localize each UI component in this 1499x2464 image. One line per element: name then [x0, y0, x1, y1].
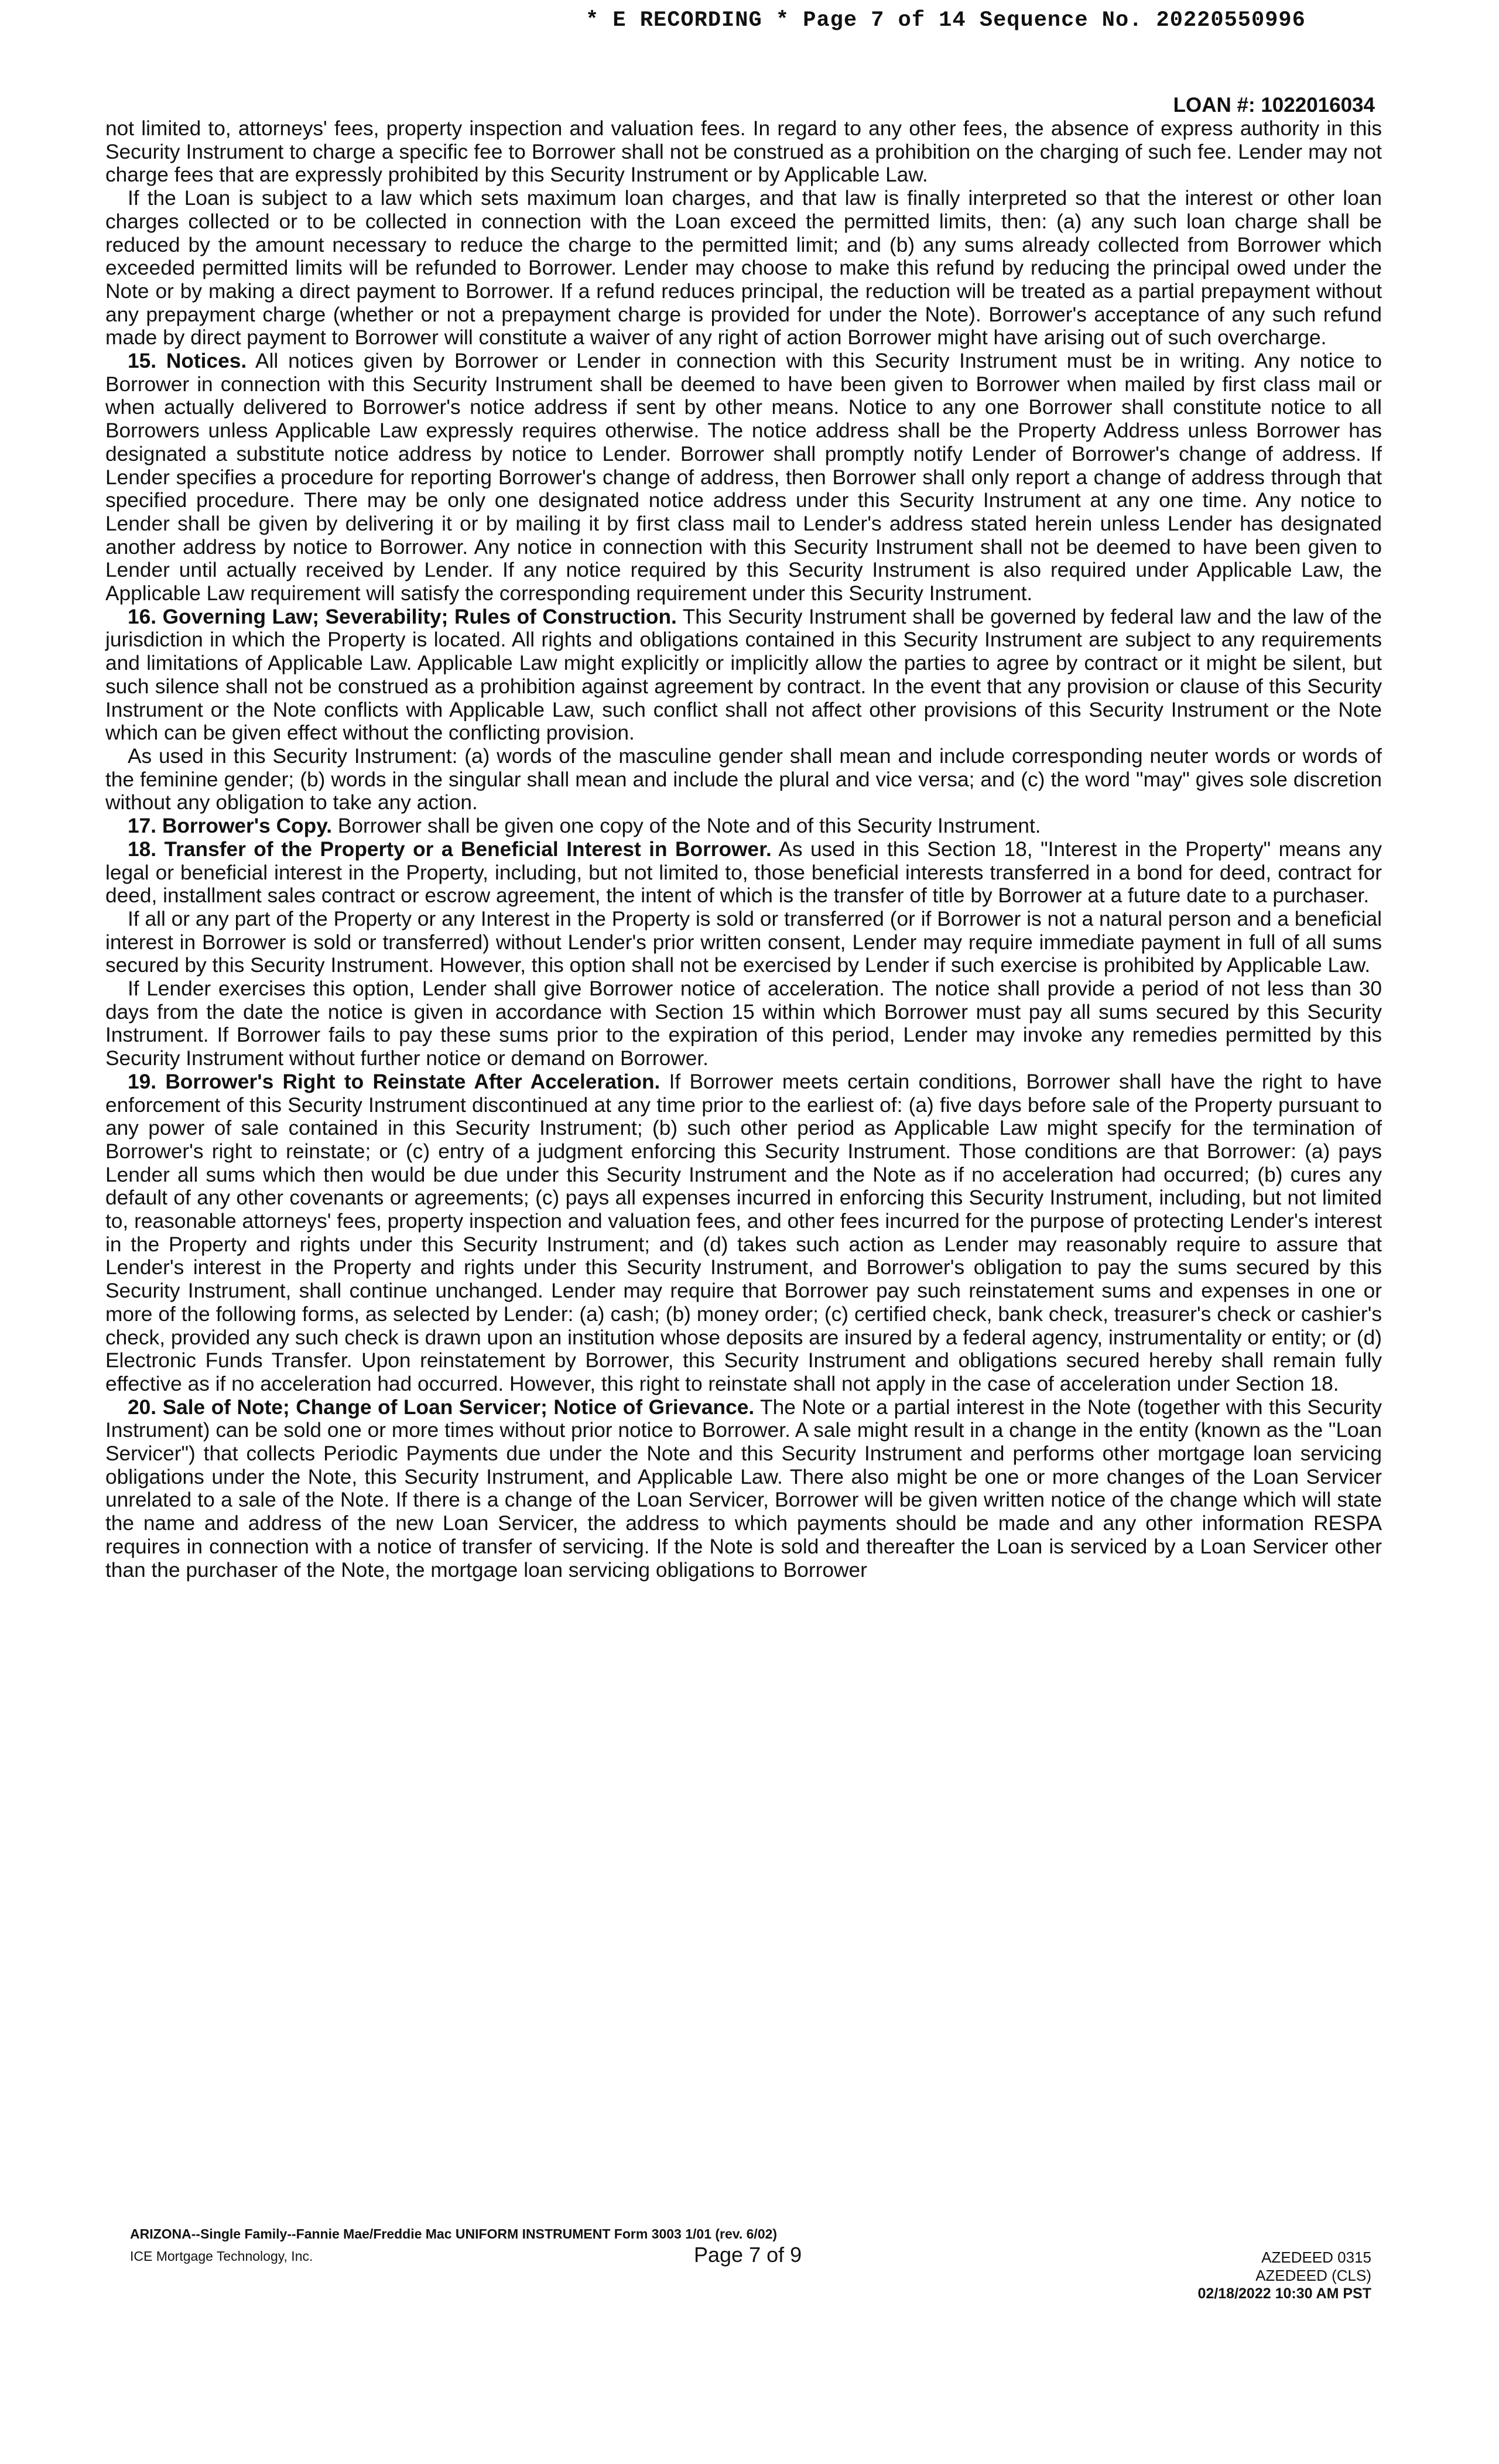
section-16-governing-law: [105, 605, 1382, 745]
section-19-reinstate: [105, 1070, 1382, 1396]
paragraph-text: As used in this Section 18, "Interest in the Property" means any legal or beneficial interest in the Property, including, but not limited to, those beneficial interests transferred in a bond for deed, contract for deed, installment sales contract or escrow agreement, the intent of which is the transfer of title by Borrower at a future date to a purchaser.: [105, 837, 1382, 908]
paragraph-text: If all or any part of the Property or any Interest in the Property is sold or transferred (or if Borrower is not a natural person and a beneficial interest in Borrower is sold or transferred) without Lender's prior written consent, Lender may require immediate payment in full of all sums secured by this Security Instrument. However, this option shall not be exercised by Lender if such exercise is prohibited by Applicable Law.: [105, 907, 1382, 977]
paragraph-text: This Security Instrument shall be governed by federal law and the law of the jurisdiction in which the Property is located. All rights and obligations contained in this Security Instrument are subject to any requirements and limitations of Applicable Law. Applicable Law might explicitly or implicitly allow the parties to agree by contract or it might be silent, but such silence shall not be construed as a prohibition against agreement by contract. In the event that any provision or clause of this Security Instrument or the Note conflicts with Applicable Law, such conflict shall not affect other provisions of this Security Instrument or the Note which can be given effect without the conflicting provision.: [105, 605, 1382, 745]
paragraph-text: If the Loan is subject to a law which sets maximum loan charges, and that law is finally interpreted so that the interest or other loan charges collected or to be collected in connection with the Loan exceed the permitted limits, then: (a) any such loan charge shall be reduced by the amount necessary to reduce the charge to the permitted limit; and (b) any sums already collected from Borrower which exceeded permitted limits will be refunded to Borrower. Lender may choose to make this refund by reducing the principal owed under the Note or by making a direct payment to Borrower. If a refund reduces principal, the reduction will be treated as a partial prepayment without any prepayment charge (whether or not a prepayment charge is provided for under the Note). Borrower's acceptance of any such refund made by direct payment to Borrower will constitute a waiver of any right of action Borrower might have arising out of such overcharge.: [105, 187, 1382, 350]
footer-company: ICE Mortgage Technology, Inc.: [130, 2249, 313, 2264]
paragraph-text: not limited to, attorneys' fees, property inspection and valuation fees. In regard to any other fees, the absence of express authority in this Security Instrument to charge a specific fee to Borrower shall not be construed as a prohibition on the charging of such fee. Lender may not charge fees that are expressly prohibited by this Security Instrument or by Applicable Law.: [105, 117, 1382, 187]
section-title: 15. Notices.: [128, 350, 247, 373]
paragraph: [105, 908, 1382, 977]
paragraph-text: If Lender exercises this option, Lender shall give Borrower notice of acceleration. The notice shall provide a period of not less than 30 days from the date the notice is given in accordance with Section 15 within which Borrower must pay all sums secured by this Security Instrument. If Borrower fails to pay these sums prior to the expiration of this period, Lender may invoke any remedies permitted by this Security Instrument without further notice or demand on Borrower.: [105, 977, 1382, 1070]
section-title: 19. Borrower's Right to Reinstate After Acceleration.: [128, 1070, 660, 1093]
footer-form-line: ARIZONA--Single Family--Fannie Mae/Freddie Mac UNIFORM INSTRUMENT Form 3003 1/01 (rev. 6/02): [130, 2226, 778, 2241]
section-title: 17. Borrower's Copy.: [128, 815, 333, 838]
document-body: [105, 117, 1382, 1582]
footer-page-number: Page 7 of 9: [694, 2243, 802, 2267]
section-20-sale-of-note: [105, 1396, 1382, 1582]
paragraph-text: All notices given by Borrower or Lender in connection with this Security Instrument must be in writing. Any notice to Borrower in connection with this Security Instrument shall be deemed to have been given to Borrower when mailed by first class mail or when actually delivered to Borrower's notice address if sent by other means. Notice to any one Borrower shall constitute notice to all Borrowers unless Applicable Law expressly requires otherwise. The notice address shall be the Property Address unless Borrower has designated a substitute notice address by notice to Lender. Borrower shall promptly notify Lender of Borrower's change of address. If Lender specifies a procedure for reporting Borrower's change of address, then Borrower shall only report a change of address through that specified procedure. There may be only one designated notice address under this Security Instrument at any one time. Any notice to Lender shall be given by delivering it or by mailing it by first class mail to Lender's address stated herein unless Lender has designated another address by notice to Borrower. Any notice in connection with this Security Instrument shall not be deemed to have been given to Lender until actually received by Lender. If any notice required by this Security Instrument is also required under Applicable Law, the Applicable Law requirement will satisfy the corresponding requirement under this Security Instrument.: [105, 350, 1382, 605]
footer-timestamp: 02/18/2022 10:30 AM PST: [1197, 2285, 1371, 2302]
footer-codes: [1198, 2249, 1371, 2303]
footer-code: AZEDEED 0315: [1261, 2249, 1371, 2266]
paragraph: [105, 745, 1382, 815]
paragraph-text: The Note or a partial interest in the Note (together with this Security Instrument) can be sold one or more times without prior notice to Borrower. A sale might result in a change in the entity (known as the "Loan Servicer") that collects Periodic Payments due under the Note and this Security Instrument and performs other mortgage loan servicing obligations under the Note, this Security Instrument, and Applicable Law. There also might be one or more changes of the Loan Servicer unrelated to a sale of the Note. If there is a change of the Loan Servicer, Borrower will be given written notice of the change which will state the name and address of the new Loan Servicer, the address to which payments should be made and any other information RESPA requires in connection with a notice of transfer of servicing. If the Note is sold and thereafter the Loan is serviced by a Loan Servicer other than the purchaser of the Note, the mortgage loan servicing obligations to Borrower: [105, 1395, 1382, 1582]
paragraph: [105, 117, 1382, 187]
paragraph: [105, 977, 1382, 1070]
section-15-notices: [105, 350, 1382, 605]
section-title: 18. Transfer of the Property or a Beneficial Interest in Borrower.: [128, 837, 772, 861]
section-title: 20. Sale of Note; Change of Loan Servicer; Notice of Grievance.: [128, 1395, 755, 1419]
section-17-borrowers-copy: [105, 815, 1382, 838]
paragraph-text: As used in this Security Instrument: (a) words of the masculine gender shall mean and include corresponding neuter words or words of the feminine gender; (b) words in the singular shall mean and include the plural and vice versa; and (c) the word "may" gives sole discretion without any obligation to take any action.: [105, 744, 1382, 815]
paragraph-text: Borrower shall be given one copy of the Note and of this Security Instrument.: [337, 815, 1041, 838]
recording-header: * E RECORDING * Page 7 of 14 Sequence No. 20220550996: [586, 8, 1306, 33]
loan-number: LOAN #: 1022016034: [1173, 94, 1375, 117]
paragraph: [105, 187, 1382, 350]
footer-code: AZEDEED (CLS): [1255, 2267, 1371, 2284]
paragraph-text: If Borrower meets certain conditions, Borrower shall have the right to have enforcement of this Security Instrument discontinued at any time prior to the earliest of: (a) five days before sale of the Property pursuant to any power of sale contained in this Security Instrument; (b) such other period as Applicable Law might specify for the termination of Borrower's right to reinstate; or (c) entry of a judgment enforcing this Security Instrument. Those conditions are that Borrower: (a) pays Lender all sums which then would be due under this Security Instrument and the Note as if no acceleration had occurred; (b) cures any default of any other covenants or agreements; (c) pays all expenses incurred in enforcing this Security Instrument, including, but not limited to, reasonable attorneys' fees, property inspection and valuation fees, and other fees incurred for the purpose of protecting Lender's interest in the Property and rights under this Security Instrument; and (d) takes such action as Lender may reasonably require to assure that Lender's interest in the Property and rights under this Security Instrument, and Borrower's obligation to pay the sums secured by this Security Instrument, shall continue unchanged. Lender may require that Borrower pay such reinstatement sums and expenses in one or more of the following forms, as selected by Lender: (a) cash; (b) money order; (c) certified check, bank check, treasurer's check or cashier's check, provided any such check is drawn upon an institution whose deposits are insured by a federal agency, instrumentality or entity; or (d) Electronic Funds Transfer. Upon reinstatement by Borrower, this Security Instrument and obligations secured hereby shall remain fully effective as if no acceleration had occurred. However, this right to reinstate shall not apply in the case of acceleration under Section 18.: [105, 1070, 1382, 1395]
section-18-transfer: [105, 838, 1382, 908]
section-title: 16. Governing Law; Severability; Rules of Construction.: [128, 605, 677, 628]
